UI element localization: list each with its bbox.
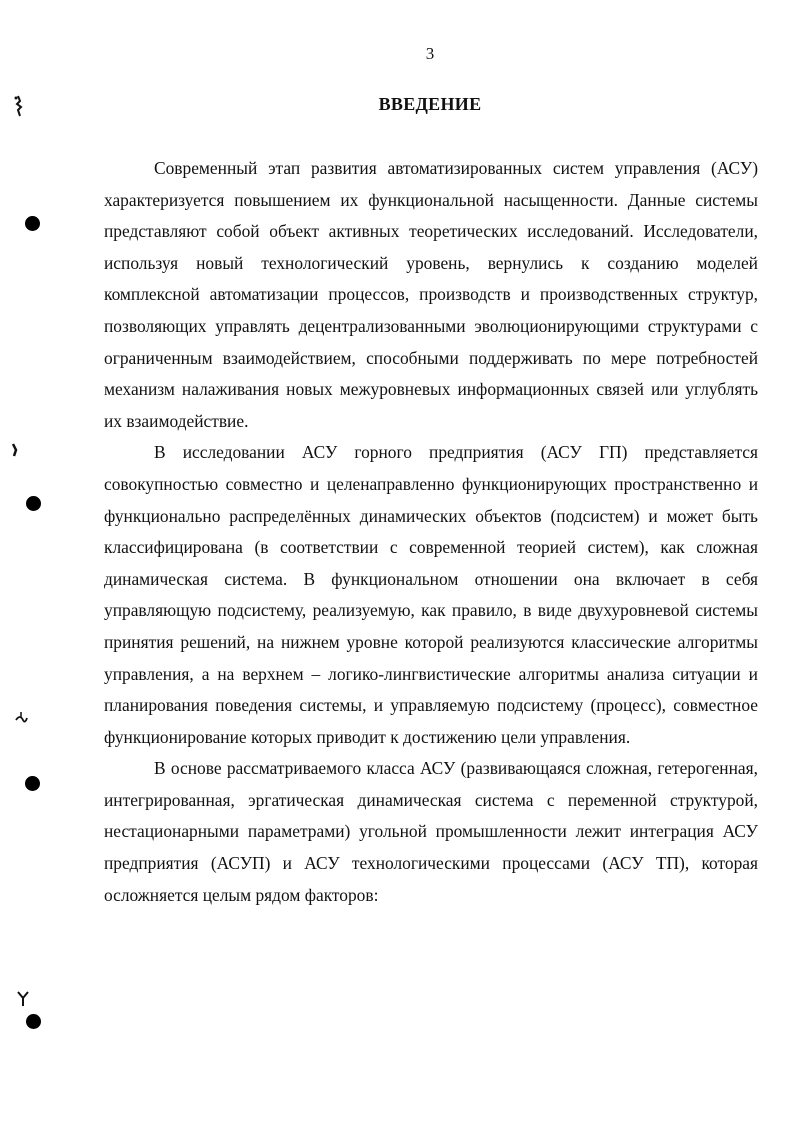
paragraph-1: Современный этап развития автоматизированных систем управления (АСУ) характеризуется повышением их функциональной насыщенности. Данные системы представляют собой объект активных теоретических исследований. Исследователи, используя новый технологический уровень, вернулись к созданию моделей комплексной автоматизации процессов, производств и производственных структур, позволяющих управлять децентрализованными эволюционирующими структурами с ограниченным взаимодействием, способными поддерживать по мере потребностей механизм налаживания новых межуровневых информационных связей или углублять их взаимодействие. — [104, 158, 758, 431]
ink-mark-icon — [8, 440, 22, 462]
binder-hole — [26, 1014, 41, 1029]
body-text — [104, 153, 758, 911]
ink-mark-icon — [16, 988, 30, 1010]
section-heading: ВВЕДЕНИЕ — [378, 94, 482, 114]
paragraph-2: В исследовании АСУ горного предприятия (АСУ ГП) представляется совокупностью совместно и целенаправленно функционирующих пространственно и функционально распределённых динамических объектов (подсистем) и может быть классифицирована (в соответствии с современной теорией систем), как сложная динамическая система. В функциональном отношении она включает в себя управляющую подсистему, реализуемую, как правило, в виде двухуровневой системы принятия решений, на нижнем уровне которой реализуются классические алгоритмы управления, а на верхнем – логико-лингвистические алгоритмы анализа ситуации и планирования поведения системы, и управляемую подсистему (процесс), совместное функционирование которых приводит к достижению цели управления. — [104, 442, 758, 747]
page-number: 3 — [425, 44, 435, 63]
binder-hole — [25, 776, 40, 791]
binder-hole — [25, 216, 40, 231]
ink-mark-icon — [14, 708, 28, 730]
ink-mark-icon — [12, 95, 26, 117]
paragraph-3: В основе рассматриваемого класса АСУ (развивающаяся сложная, гетерогенная, интегрированная, эргатическая динамическая система с переменной структурой, нестационарными параметрами) угольной промышленности лежит интеграция АСУ предприятия (АСУП) и АСУ технологическими процессами (АСУ ТП), которая осложняется целым рядом факторов: — [104, 758, 758, 905]
binder-hole — [26, 496, 41, 511]
